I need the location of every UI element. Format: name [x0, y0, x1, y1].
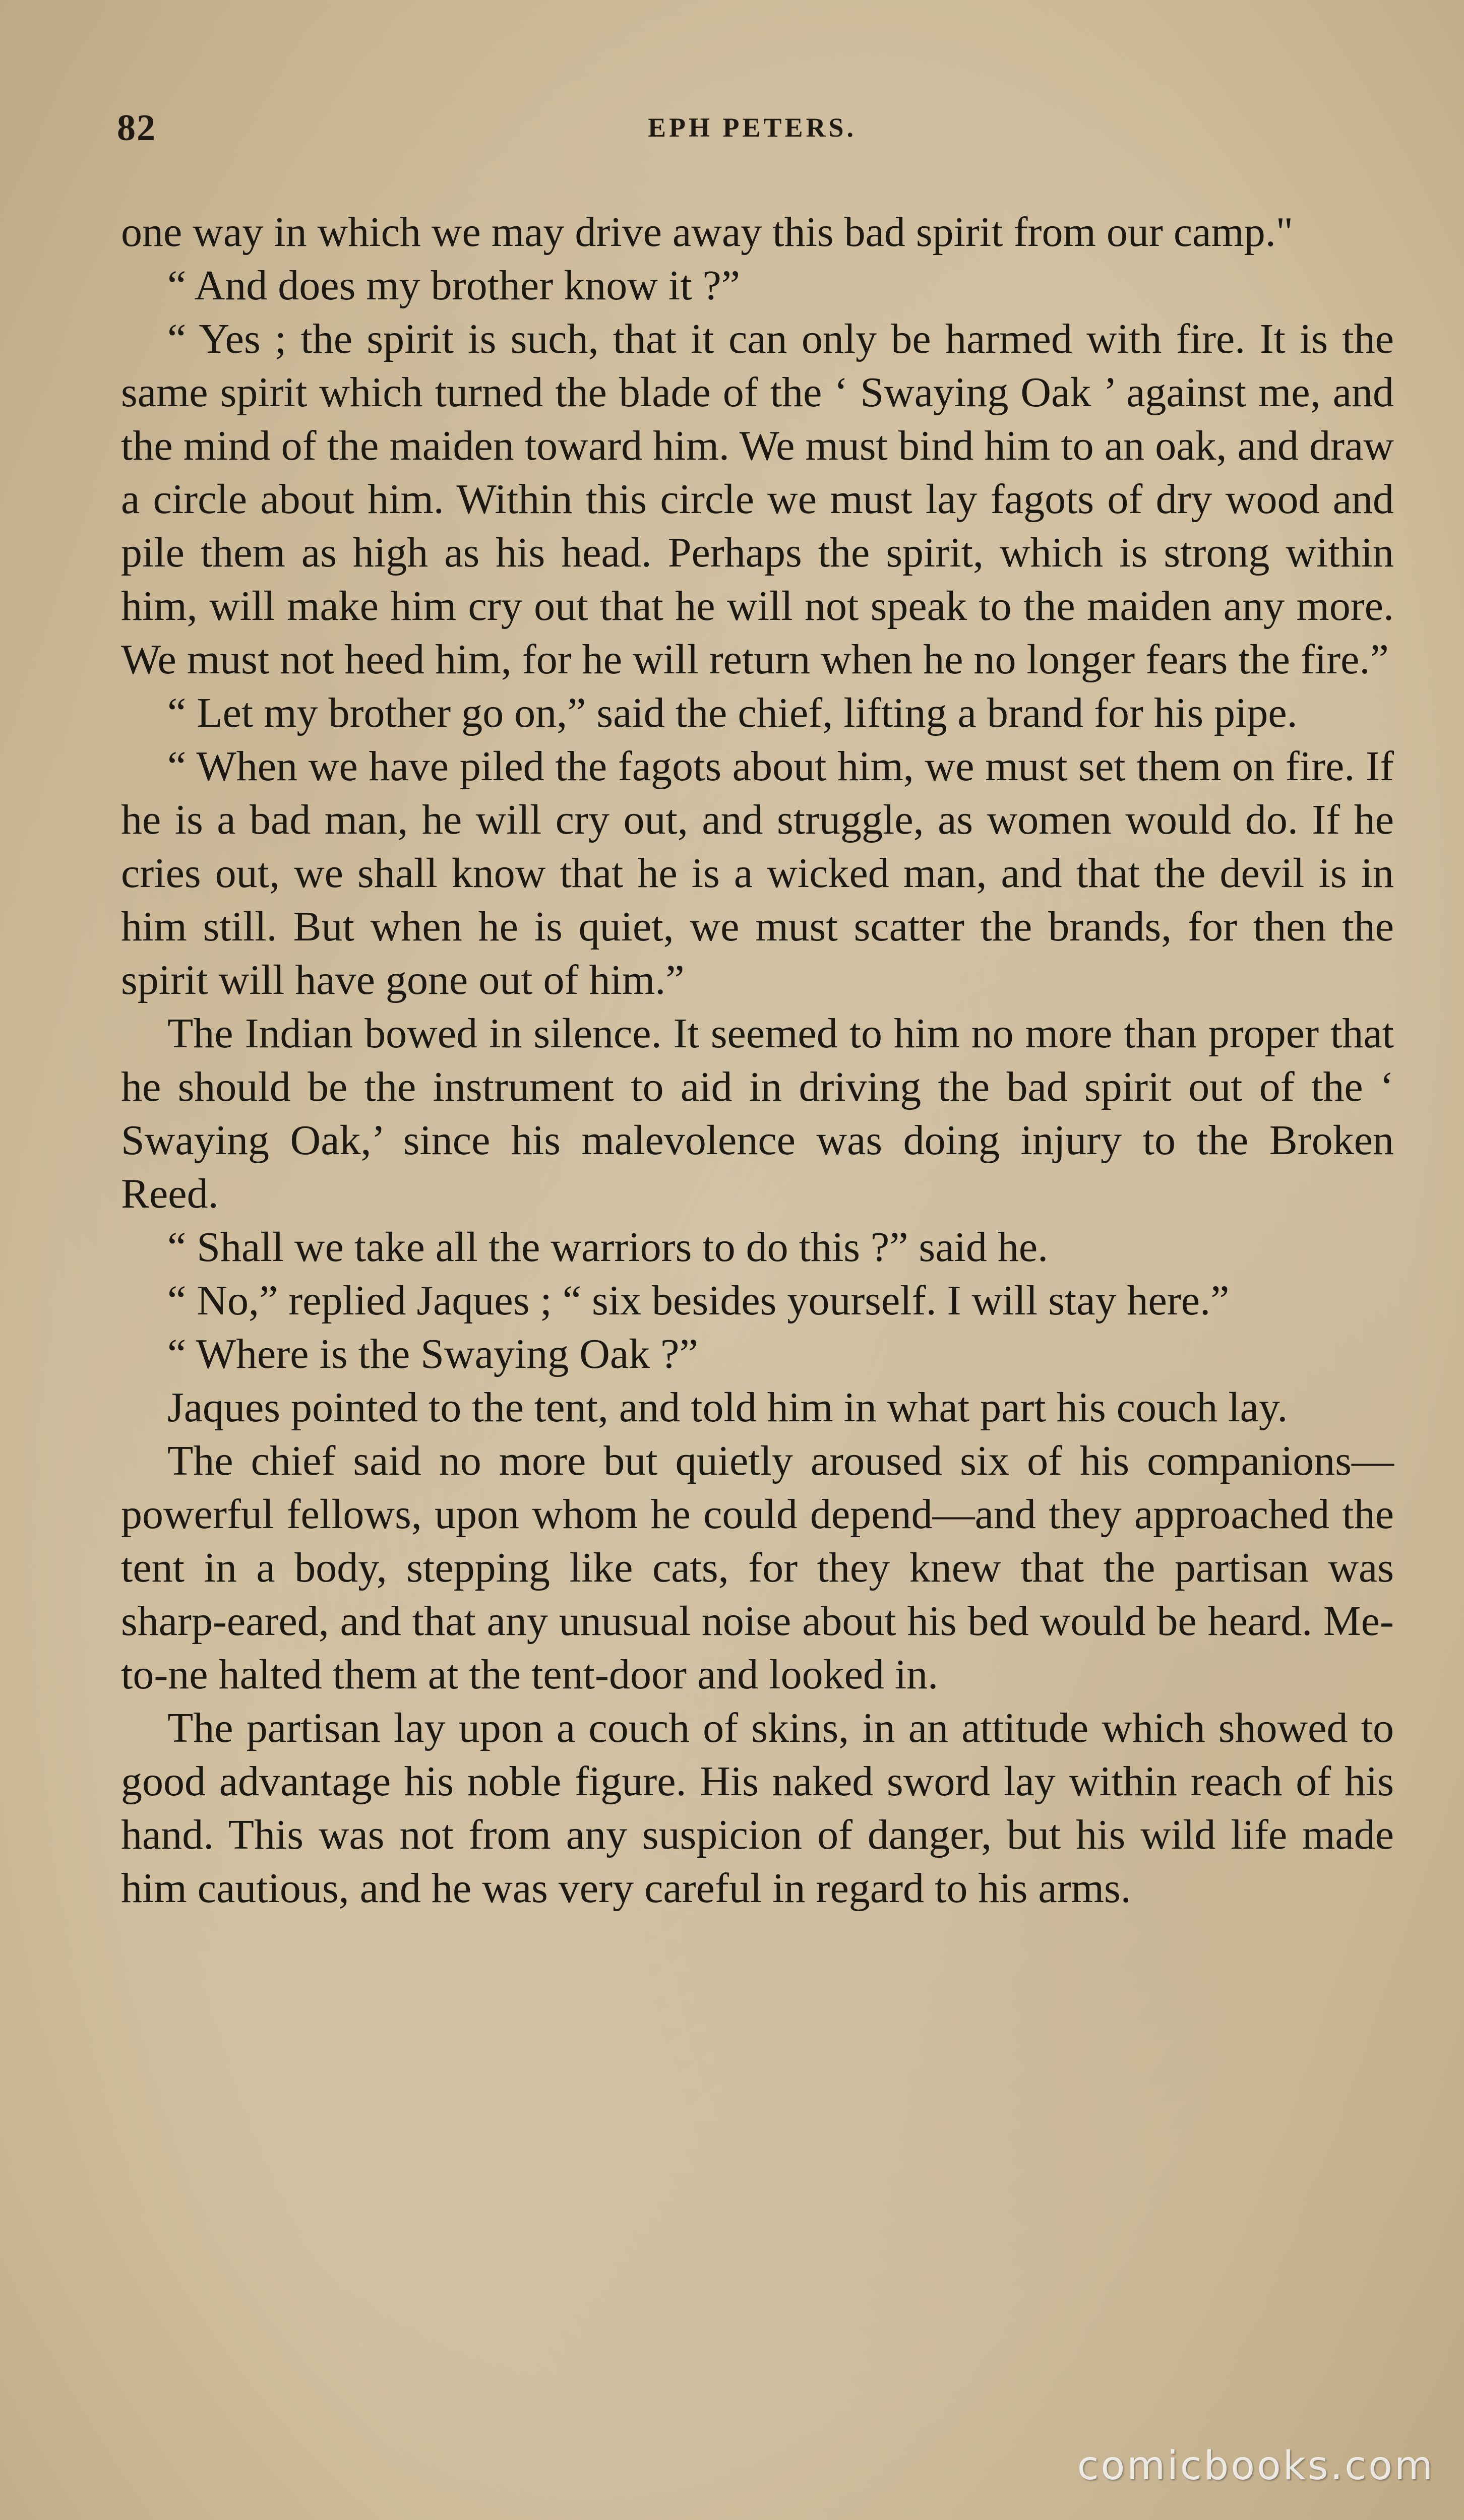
- paragraph: The chief said no more but quietly aroused six of his companions—powerful fellows, upon whom he could depend—and they approached the tent in a body, stepping like cats, for they knew that the partisan was sharp-eared, and that any unusual noise about his bed would be heard. Me-to-ne halted them at the tent-door and looked in.: [121, 1437, 1394, 1698]
- watermark: comicbooks.com: [1077, 2443, 1435, 2489]
- paragraph: “ Shall we take all the warriors to do this ?” said he.: [167, 1224, 1049, 1271]
- paragraph: “ And does my brother know it ?”: [167, 262, 741, 309]
- paragraph: “ Let my brother go on,” said the chief, lifting a brand for his pipe.: [167, 689, 1298, 736]
- paragraph: Jaques pointed to the tent, and told him in what part his couch lay.: [167, 1384, 1288, 1431]
- paragraph: “ No,” replied Jaques ; “ six besides yourself. I will stay here.”: [167, 1277, 1230, 1324]
- page-number: 82: [117, 107, 156, 149]
- page-header: [117, 107, 1387, 152]
- paragraph: “ Where is the Swaying Oak ?”: [167, 1331, 698, 1377]
- body-text: [121, 206, 1394, 1915]
- running-head: EPH PETERS.: [647, 112, 857, 143]
- paragraph: “ Yes ; the spirit is such, that it can only be harmed with fire. It is the same spirit which turned the blade of the ‘ Swaying Oak ’ against me, and the mind of the maiden toward him. We must bind him to an oak, and draw a circle about him. Within this circle we must lay fagots of dry wood and pile them as high as his head. Perhaps the spirit, which is strong within him, will make him cry out that he will not speak to the maiden any more. We must not heed him, for he will return when he no longer fears the fire.”: [121, 316, 1394, 683]
- paragraph: one way in which we may drive away this bad spirit from our camp.": [121, 209, 1294, 256]
- paragraph: The Indian bowed in silence. It seemed to him no more than proper that he should be the instrument to aid in driving the bad spirit out of the ‘ Swaying Oak,’ since his malevolence was doing injury to the Broken Reed.: [121, 1010, 1394, 1217]
- paragraph: “ When we have piled the fagots about him, we must set them on fire. If he is a bad man, he will cry out, and struggle, as women would do. If he cries out, we shall know that he is a wicked man, and that the devil is in him still. But when he is quiet, we must scatter the brands, for then the spirit will have gone out of him.”: [121, 743, 1394, 1003]
- paragraph: The partisan lay upon a couch of skins, in an attitude which showed to good advantage his noble figure. His naked sword lay within reach of his hand. This was not from any suspicion of danger, but his wild life made him cautious, and he was very careful in regard to his arms.: [121, 1705, 1394, 1912]
